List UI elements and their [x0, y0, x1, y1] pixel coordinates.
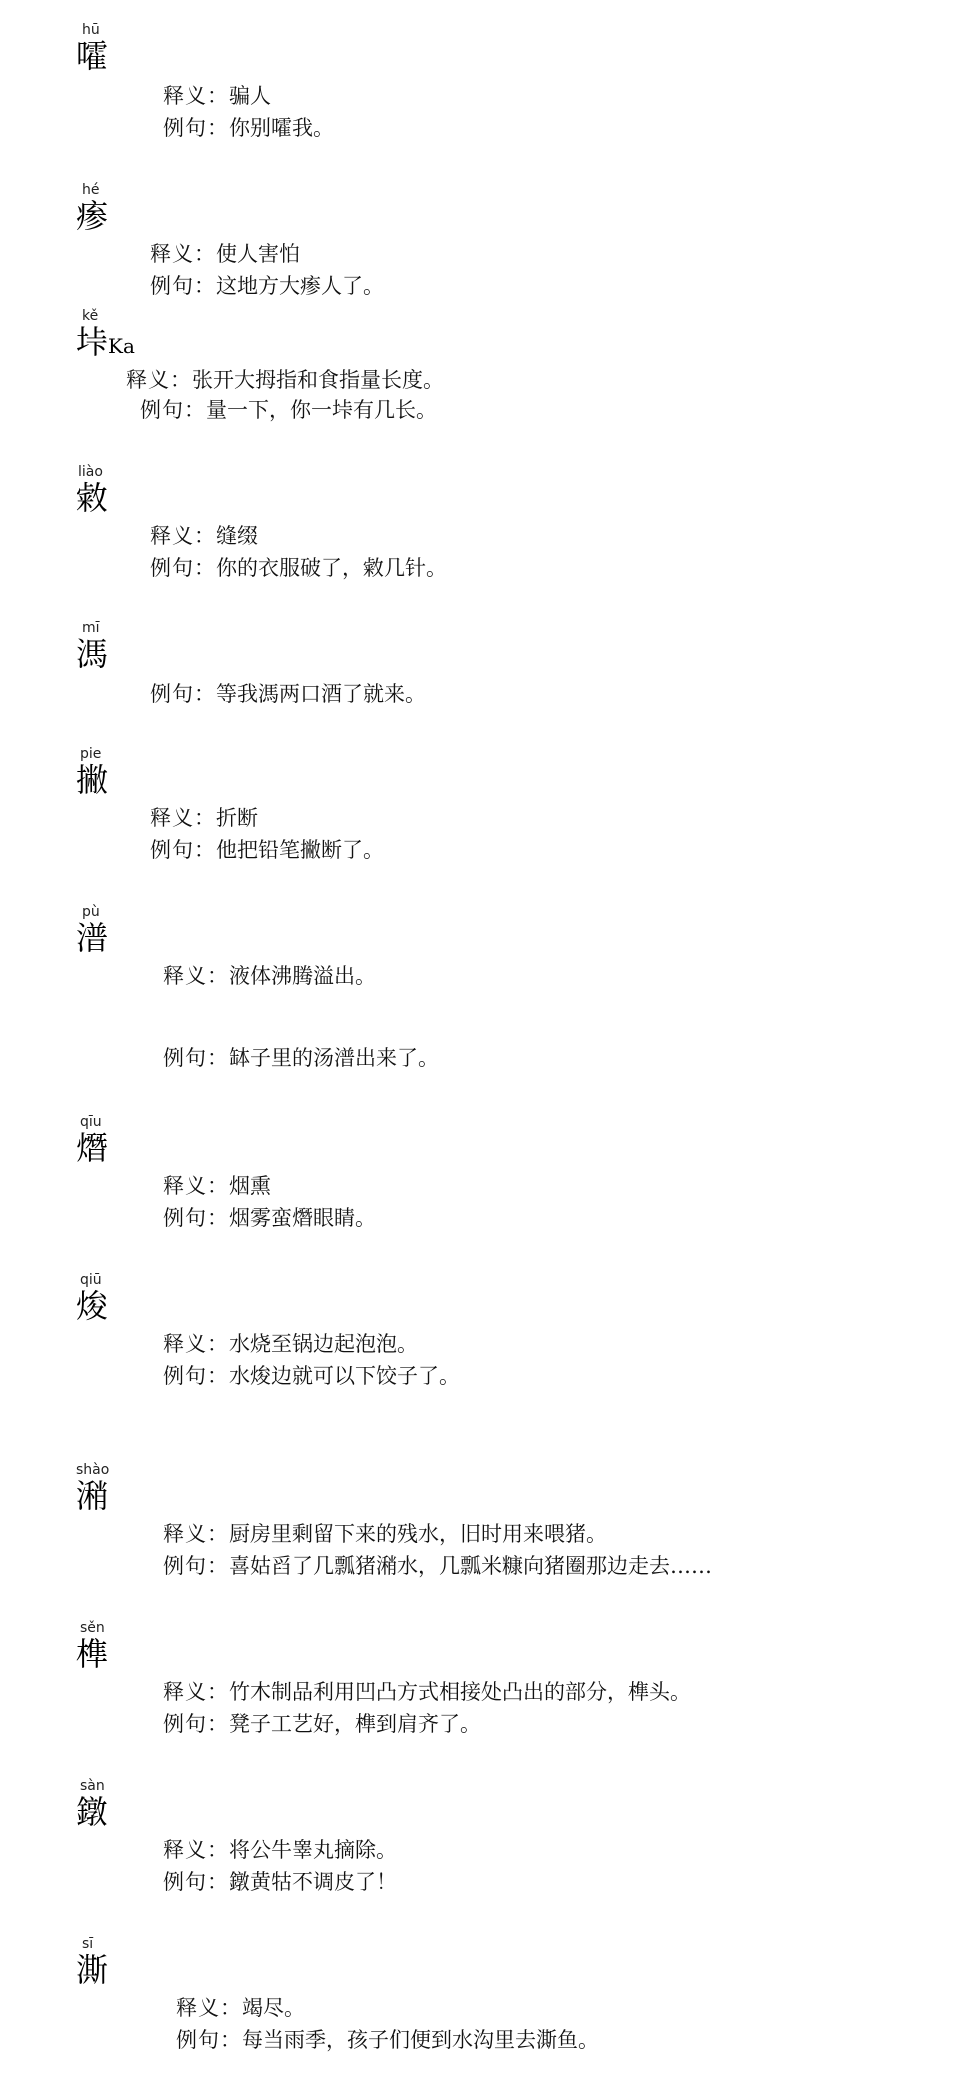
entry-example	[163, 1710, 481, 1738]
entry-example	[163, 1552, 712, 1580]
example-label: 例句：	[163, 116, 229, 140]
meaning-label: 释义：	[163, 1522, 229, 1546]
entry-character	[76, 762, 108, 798]
example-text: 这地方大瘆人了。	[216, 274, 384, 298]
entry-meaning	[163, 1520, 607, 1548]
meaning-label: 释义：	[126, 368, 192, 392]
entry-pinyin: mī	[82, 620, 100, 636]
entry-example	[150, 836, 384, 864]
entry-example	[163, 1044, 439, 1072]
entry-pinyin: pie	[80, 746, 102, 762]
entry-character-suffix: Ka	[108, 334, 135, 358]
entry-pinyin: qīu	[80, 1114, 102, 1130]
example-label: 例句：	[140, 398, 206, 422]
entry-character	[76, 1478, 108, 1514]
entry-example	[150, 272, 384, 300]
example-text: 他把铅笔撇断了。	[216, 838, 384, 862]
meaning-text: 张开大拇指和食指量长度。	[192, 368, 444, 392]
example-text: 缽子里的汤潽出来了。	[229, 1046, 439, 1070]
entry-pinyin: pù	[82, 904, 100, 920]
entry-pinyin: kě	[82, 308, 99, 324]
entry-pinyin: hé	[82, 182, 100, 198]
entry-example	[163, 114, 334, 142]
example-label: 例句：	[163, 1554, 229, 1578]
entry-character	[76, 1130, 108, 1166]
entry-pinyin: hū	[82, 22, 100, 38]
entry-pinyin: liào	[78, 464, 103, 480]
example-label: 例句：	[163, 1364, 229, 1388]
entry-pinyin: sàn	[80, 1778, 105, 1794]
entry-character	[76, 198, 108, 234]
entry-example	[176, 2026, 599, 2054]
example-text: 鐓黄牯不调皮了！	[229, 1870, 397, 1894]
entry-meaning	[176, 1994, 305, 2022]
entry-pinyin: qiū	[80, 1272, 102, 1288]
entry-character	[76, 480, 108, 516]
entry-meaning	[150, 804, 258, 832]
example-label: 例句：	[150, 556, 216, 580]
entry-character-text: 撇	[76, 761, 109, 799]
example-text: 量一下，你一垰有几长。	[206, 398, 437, 422]
example-label: 例句：	[150, 274, 216, 298]
example-text: 每当雨季，孩子们便到水沟里去澌鱼。	[242, 2028, 599, 2052]
entry-character-text: 敹	[76, 479, 109, 517]
example-text: 你别嚯我。	[229, 116, 334, 140]
meaning-text: 厨房里剩留下来的残水，旧时用来喂猪。	[229, 1522, 607, 1546]
example-label: 例句：	[176, 2028, 242, 2052]
entry-character-text: 熸	[76, 1129, 109, 1167]
meaning-label: 释义：	[163, 84, 229, 108]
entry-meaning	[126, 366, 444, 394]
meaning-label: 释义：	[163, 1174, 229, 1198]
entry-meaning	[163, 82, 271, 110]
meaning-text: 水烧至锅边起泡泡。	[229, 1332, 418, 1356]
entry-character-text: 嚯	[76, 37, 109, 75]
entry-example	[140, 396, 437, 424]
entry-character-text: 鐓	[76, 1793, 109, 1831]
meaning-label: 释义：	[150, 524, 216, 548]
entry-character-text: 澌	[76, 1951, 109, 1989]
meaning-text: 将公牛睾丸摘除。	[229, 1838, 397, 1862]
meaning-text: 烟熏	[229, 1174, 271, 1198]
entry-pinyin: sěn	[80, 1620, 105, 1636]
entry-meaning	[163, 1172, 271, 1200]
entry-character-text: 溤	[76, 635, 109, 673]
example-label: 例句：	[163, 1870, 229, 1894]
example-label: 例句：	[163, 1046, 229, 1070]
entry-example	[163, 1362, 460, 1390]
example-text: 凳子工艺好，榫到肩齐了。	[229, 1712, 481, 1736]
meaning-text: 骗人	[229, 84, 271, 108]
entry-character	[76, 38, 108, 74]
entry-character-text: 潲	[76, 1477, 109, 1515]
entry-character-text: 潽	[76, 919, 109, 957]
entry-meaning	[163, 1678, 691, 1706]
entry-meaning	[150, 240, 300, 268]
entry-meaning	[150, 522, 258, 550]
example-text: 喜姑舀了几瓢猪潲水，几瓢米糠向猪圈那边走去……	[229, 1554, 712, 1578]
entry-example	[163, 1868, 397, 1896]
entry-pinyin: shào	[76, 1462, 110, 1478]
entry-character	[76, 1636, 108, 1672]
entry-character-text: 焌	[76, 1287, 109, 1325]
example-text: 烟雾蛮熸眼睛。	[229, 1206, 376, 1230]
meaning-text: 竭尽。	[242, 1996, 305, 2020]
entry-example	[150, 680, 426, 708]
example-label: 例句：	[163, 1712, 229, 1736]
meaning-text: 液体沸腾溢出。	[229, 964, 376, 988]
meaning-label: 释义：	[163, 1332, 229, 1356]
entry-meaning	[163, 1836, 397, 1864]
entry-character-text: 垰	[76, 323, 109, 361]
example-label: 例句：	[150, 838, 216, 862]
meaning-label: 释义：	[163, 964, 229, 988]
example-text: 水焌边就可以下饺子了。	[229, 1364, 460, 1388]
entry-character-text: 榫	[76, 1635, 109, 1673]
example-text: 你的衣服破了，敹几针。	[216, 556, 447, 580]
example-text: 等我溤两口酒了就来。	[216, 682, 426, 706]
entry-example	[163, 1204, 376, 1232]
entry-character	[76, 636, 108, 672]
entry-character	[76, 1952, 108, 1988]
meaning-text: 竹木制品利用凹凸方式相接处凸出的部分，榫头。	[229, 1680, 691, 1704]
entry-character-text: 瘆	[76, 197, 109, 235]
entry-character	[76, 1794, 108, 1830]
example-label: 例句：	[150, 682, 216, 706]
meaning-text: 使人害怕	[216, 242, 300, 266]
entry-character	[76, 1288, 108, 1324]
example-label: 例句：	[163, 1206, 229, 1230]
meaning-label: 释义：	[150, 806, 216, 830]
meaning-text: 缝缀	[216, 524, 258, 548]
meaning-label: 释义：	[163, 1680, 229, 1704]
entry-character	[76, 920, 108, 956]
meaning-label: 释义：	[163, 1838, 229, 1862]
entry-meaning	[163, 962, 376, 990]
entry-meaning	[163, 1330, 418, 1358]
meaning-label: 释义：	[150, 242, 216, 266]
entry-pinyin: sī	[82, 1936, 94, 1952]
entry-example	[150, 554, 447, 582]
entry-character	[76, 324, 135, 364]
meaning-text: 折断	[216, 806, 258, 830]
meaning-label: 释义：	[176, 1996, 242, 2020]
